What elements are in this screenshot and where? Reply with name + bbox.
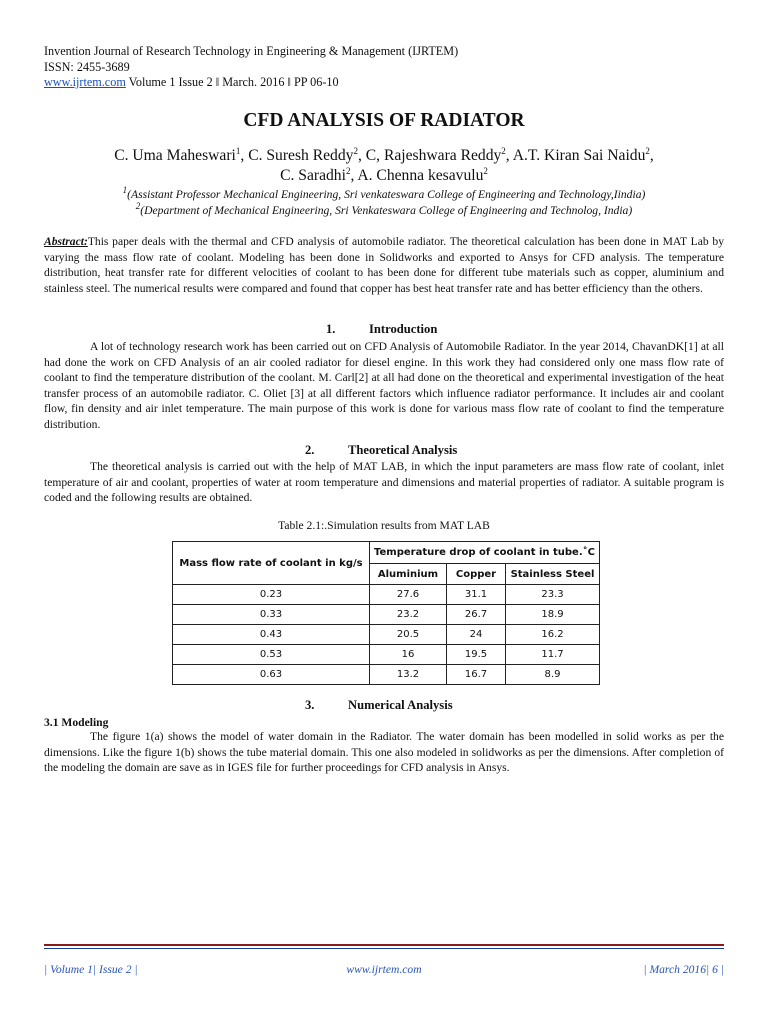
table-cell: 0.33 [173, 605, 370, 625]
abstract [44, 234, 724, 296]
simulation-results-table [172, 541, 600, 685]
footer-date-page: | March 2016| 6 | [643, 963, 724, 976]
table-cell: 11.7 [506, 645, 600, 665]
paper-title: CFD ANALYSIS OF RADIATOR [243, 110, 525, 131]
table-cell: 31.1 [447, 585, 506, 605]
author-affiliation-mark: 1 [235, 145, 241, 156]
table-cell: 0.43 [173, 625, 370, 645]
section-3-text: The figure 1(a) shows the model of water domain in the Radiator. The water domain has been modelled in solid works as per the dimensions. Like the figure 1(b) shows the tube material domain. This one also modeled in solidworks as per the dimensions. After completion of the modeling the domain are save as in IGES file for further proceedings for CFD analysis in Ansys. [44, 730, 724, 774]
table-cell: 16.7 [447, 665, 506, 685]
section-1-text: A lot of technology research work has been carried out on CFD Analysis of Automobile Radiator. In the year 2014, ChavanDK[1] at all had done the work on CFD Analysis of an air cooled radiator for diesel engine. In this work they had considered only one mass flow rate of coolant to find the temperature distribution of the coolant. M. Carl[2] at all had done on the theoretical and experimental investigation of the heat transfer process of an automobile radiator. C. Oliet [3] at all different factors which influence radiator performance. It includes air and coolant flow, fin density and air inlet temperature. The main purpose of this work is done for various mass flow rate of coolant to find the temperature distribution. [44, 340, 724, 431]
table-header-aluminium: Aluminium [370, 564, 447, 585]
subsection-3-1-heading: 3.1 Modeling [44, 716, 109, 729]
table-cell: 19.5 [447, 645, 506, 665]
table-row [173, 645, 600, 665]
author-separator: , [350, 167, 358, 184]
table-row [173, 625, 600, 645]
author-name: A. Chenna kesavulu [357, 167, 484, 184]
table-header-stainless-steel: Stainless Steel [506, 564, 600, 585]
author-name: C, Rajeshwara Reddy [365, 147, 502, 164]
section-1-title: Introduction [369, 322, 438, 336]
affiliation-1: $^1$(Assistant Professor Mechanical Engineering, Sri venkateswara College of Engineering and Technology,Iindia) [122, 185, 646, 201]
section-3-heading [0, 698, 768, 716]
issue-info: Volume 1 Issue 2 ǁ March. 2016 ǁ PP 06-10 [125, 75, 339, 90]
table-row [173, 605, 600, 625]
section-1-heading [0, 322, 768, 340]
abstract-text: This paper deals with the thermal and CFD analysis of automobile radiator. The theoretical calculation has been done in MAT Lab by varying the mass flow rate of coolant. Modeling has been done in Solidworks and exported to Ansys for CFD analysis. The temperature distribution, heat transfer rate for different velocities of coolant to has been done for different tube materials such as copper, aluminium and stainless steel. The numerical results were compared and found that copper has best heat transfer rate and has better efficiency than the others. [44, 235, 724, 295]
author-separator: , [357, 147, 366, 164]
table-caption: Table 2.1:.Simulation results from MAT LAB [278, 519, 490, 532]
authors [0, 146, 768, 186]
table-cell: 26.7 [447, 605, 506, 625]
author-affiliation-mark: 2 [501, 145, 506, 156]
section-2-title: Theoretical Analysis [348, 443, 458, 457]
table-cell: 16.2 [506, 625, 600, 645]
table-cell: 0.53 [173, 645, 370, 665]
author-separator: , [649, 147, 654, 164]
table-cell: 23.3 [506, 585, 600, 605]
table-cell: 24 [447, 625, 506, 645]
footer-url: www.ijrtem.com [346, 963, 422, 976]
table-header-copper: Copper [447, 564, 506, 585]
table-cell: 0.23 [173, 585, 370, 605]
author-name: A.T. Kiran Sai Naidu [512, 147, 646, 164]
issue-line [44, 75, 458, 91]
author-name: C. Saradhi [280, 167, 346, 184]
authors-line-2 [0, 166, 768, 186]
affiliation-2: $^2$(Department of Mechanical Engineering, Sri Venkateswara College of Engineering and Technolog, India) [135, 201, 633, 217]
author-name: C. Suresh Reddy [248, 147, 354, 164]
footer-volume-issue: | Volume 1| Issue 2 | [44, 963, 138, 976]
table-header-mass-flow: Mass flow rate of coolant in kg/s [173, 542, 370, 585]
table-cell: 8.9 [506, 665, 600, 685]
journal-name: Invention Journal of Research Technology in Engineering & Management (IJRTEM) [44, 44, 459, 58]
issn: ISSN: 2455-3689 [44, 59, 130, 74]
author-name: C. Uma Maheswari [114, 147, 236, 164]
table-cell: 20.5 [370, 625, 447, 645]
table-cell: 16 [370, 645, 447, 665]
table-cell: 13.2 [370, 665, 447, 685]
author-affiliation-mark: 2 [645, 145, 650, 156]
table-cell: 27.6 [370, 585, 447, 605]
table-cell: 18.9 [506, 605, 600, 625]
table-body [173, 585, 600, 685]
section-3-number: 3. [305, 698, 315, 712]
table-header-temperature-drop: Temperature drop of coolant in tube.˚C [370, 542, 600, 564]
section-1-number: 1. [326, 322, 336, 336]
affiliations [0, 187, 768, 219]
author-separator: , [240, 147, 249, 164]
author-affiliation-mark: 2 [483, 165, 488, 176]
author-separator: , [505, 147, 513, 164]
footer-rule-blue [44, 948, 724, 949]
author-affiliation-mark: 2 [353, 145, 358, 156]
journal-header [44, 44, 458, 91]
table-row [173, 665, 600, 685]
author-affiliation-mark: 2 [345, 165, 351, 176]
table-cell: 23.2 [370, 605, 447, 625]
section-2-number: 2. [305, 443, 315, 457]
abstract-label: Abstract: [44, 235, 88, 248]
authors-line-1 [0, 146, 768, 166]
section-2-text: The theoretical analysis is carried out with the help of MAT LAB, in which the input parameters are mass flow rate of coolant, inlet temperature of air and coolant, properties of water at room temperature and dimensions and material properties of radiator. A suitable program is coded and the following results are obtained. [44, 460, 724, 504]
journal-url-link[interactable]: www.ijrtem.com [44, 75, 126, 90]
section-3-title: Numerical Analysis [348, 698, 453, 712]
table-cell: 0.63 [173, 665, 370, 685]
footer-rule-red [44, 944, 724, 946]
table-row [173, 585, 600, 605]
